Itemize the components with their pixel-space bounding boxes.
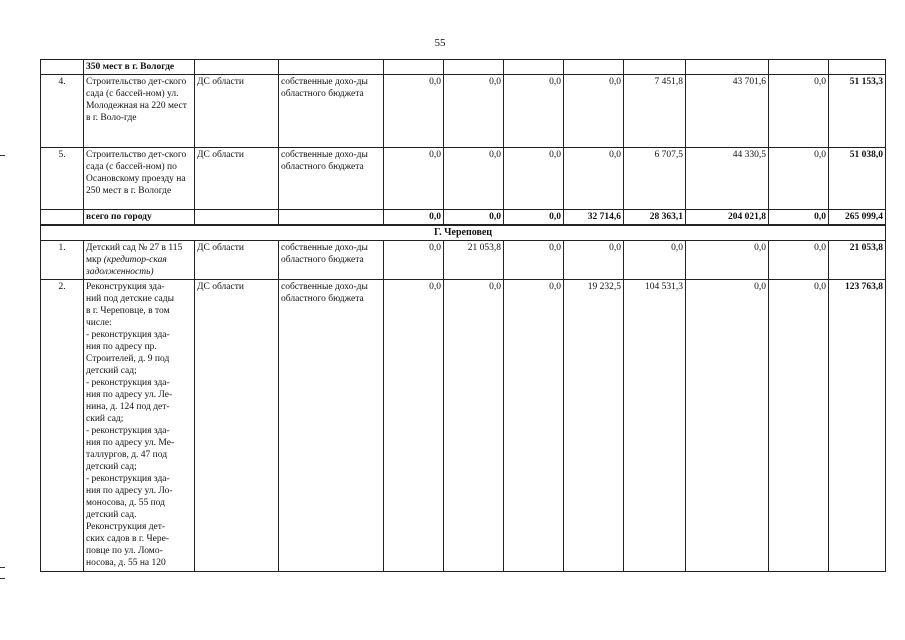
city-heading: Г. Череповец [41, 225, 886, 241]
name-line: ния по адресу пр. [86, 342, 157, 352]
row-name: Строительство дет-ского сада (с бассей-ном) по Осановскому проезду на 250 мест в г. Вологде [84, 148, 195, 210]
value-cell: 0,0 [384, 148, 444, 210]
value-cell: 44 330,5 [686, 148, 769, 210]
value-cell: 0,0 [769, 75, 829, 148]
row-number: 1. [41, 241, 84, 280]
value-cell: 0,0 [504, 241, 564, 280]
value-cell: 0,0 [624, 241, 686, 280]
value-cell: 0,0 [444, 75, 504, 148]
value-cell: 0,0 [769, 148, 829, 210]
customer: ДС области [195, 241, 279, 280]
name-line: нина, д. 124 под дет- [86, 402, 170, 412]
total-cell: 51 153,3 [829, 75, 886, 148]
total-value: 0,0 [384, 210, 444, 226]
margin-mark [0, 155, 5, 156]
value-cell: 0,0 [686, 280, 769, 572]
row-name [84, 241, 195, 280]
total-value: 0,0 [444, 210, 504, 226]
name-line: ний под детские сады [86, 294, 174, 304]
value-cell: 0,0 [384, 280, 444, 572]
total-label: всего по городу [84, 210, 195, 226]
name-line: Реконструкция зда- [86, 282, 165, 292]
value-cell: 0,0 [444, 148, 504, 210]
customer: ДС области [195, 75, 279, 148]
total-value: 28 363,1 [624, 210, 686, 226]
value-cell: 0,0 [564, 148, 624, 210]
value-cell: 0,0 [686, 241, 769, 280]
name-line: детский сад; [86, 366, 137, 376]
table-row [41, 75, 886, 148]
name-line: ния по адресу ул. Ме- [86, 438, 175, 448]
name-line: ния по адресу ул. Ло- [86, 486, 173, 496]
total-value: 32 714,6 [564, 210, 624, 226]
name-line: носова, д. 55 на 120 [86, 558, 166, 568]
total-value: 0,0 [769, 210, 829, 226]
total-value: 204 021,8 [686, 210, 769, 226]
name-line: повце по ул. Ломо- [86, 546, 163, 556]
budget-table [40, 59, 886, 572]
value-cell: 0,0 [504, 75, 564, 148]
name-line: ских садов в г. Чере- [86, 534, 169, 544]
name-line: числе: [86, 318, 112, 328]
value-cell: 21 053,8 [444, 241, 504, 280]
name-line: - реконструкция зда- [86, 474, 170, 484]
margin-mark [0, 578, 5, 579]
value-cell: 6 707,5 [624, 148, 686, 210]
row-name: 350 мест в г. Вологде [84, 60, 195, 75]
value-cell: 43 701,6 [686, 75, 769, 148]
funding-source: собственные дохо-ды областного бюджета [279, 241, 384, 280]
funding-source: собственные дохо-ды областного бюджета [279, 148, 384, 210]
row-name [84, 280, 195, 572]
name-line: таллургов, д. 47 под [86, 450, 168, 460]
name-line: - реконструкция зда- [86, 330, 170, 340]
grand-total: 265 099,4 [829, 210, 886, 226]
value-cell: 0,0 [504, 280, 564, 572]
margin-mark [0, 567, 5, 568]
value-cell: 0,0 [769, 280, 829, 572]
row-number: 4. [41, 75, 84, 148]
value-cell: 0,0 [564, 241, 624, 280]
city-heading-row [41, 225, 886, 241]
customer: ДС области [195, 148, 279, 210]
value-cell: 19 232,5 [564, 280, 624, 572]
name-line: детский сад; [86, 462, 137, 472]
value-cell: 0,0 [384, 75, 444, 148]
value-cell: 7 451,8 [624, 75, 686, 148]
name-note: (кредитор-ская задолженность) [86, 255, 167, 277]
value-cell: 0,0 [564, 75, 624, 148]
name-line: - реконструкция зда- [86, 378, 170, 388]
value-cell: 0,0 [384, 241, 444, 280]
table-row [41, 60, 886, 75]
customer: ДС области [195, 280, 279, 572]
table-row [41, 280, 886, 572]
total-cell: 123 763,8 [829, 280, 886, 572]
name-line: Строителей, д. 9 под [86, 354, 170, 364]
name-line: ния по адресу ул. Ле- [86, 390, 173, 400]
value-cell: 0,0 [444, 280, 504, 572]
funding-source: собственные дохо-ды областного бюджета [279, 280, 384, 572]
value-cell: 0,0 [504, 148, 564, 210]
page-number: 55 [434, 37, 446, 49]
name-line: Реконструкция дет- [86, 522, 166, 532]
city-total-row [41, 210, 886, 226]
table-row [41, 241, 886, 280]
table-row [41, 148, 886, 210]
name-main: Детский сад № 27 в 115 мкр [86, 243, 183, 265]
value-cell: 104 531,3 [624, 280, 686, 572]
name-line: детский сад. [86, 510, 137, 520]
value-cell: 0,0 [769, 241, 829, 280]
total-cell: 51 038,0 [829, 148, 886, 210]
row-name: Строительство дет-ского сада (с бассей-ном) ул. Молодежная на 220 мест в г. Воло-где [84, 75, 195, 148]
total-cell: 21 053,8 [829, 241, 886, 280]
name-line: ский сад; [86, 414, 124, 424]
name-line: моносова, д. 55 под [86, 498, 165, 508]
table-body [41, 60, 886, 572]
row-number: 2. [41, 280, 84, 572]
funding-source: собственные дохо-ды областного бюджета [279, 75, 384, 148]
total-value: 0,0 [504, 210, 564, 226]
row-number: 5. [41, 148, 84, 210]
name-line: в г. Череповце, в том [86, 306, 170, 316]
name-line: - реконструкция зда- [86, 426, 170, 436]
